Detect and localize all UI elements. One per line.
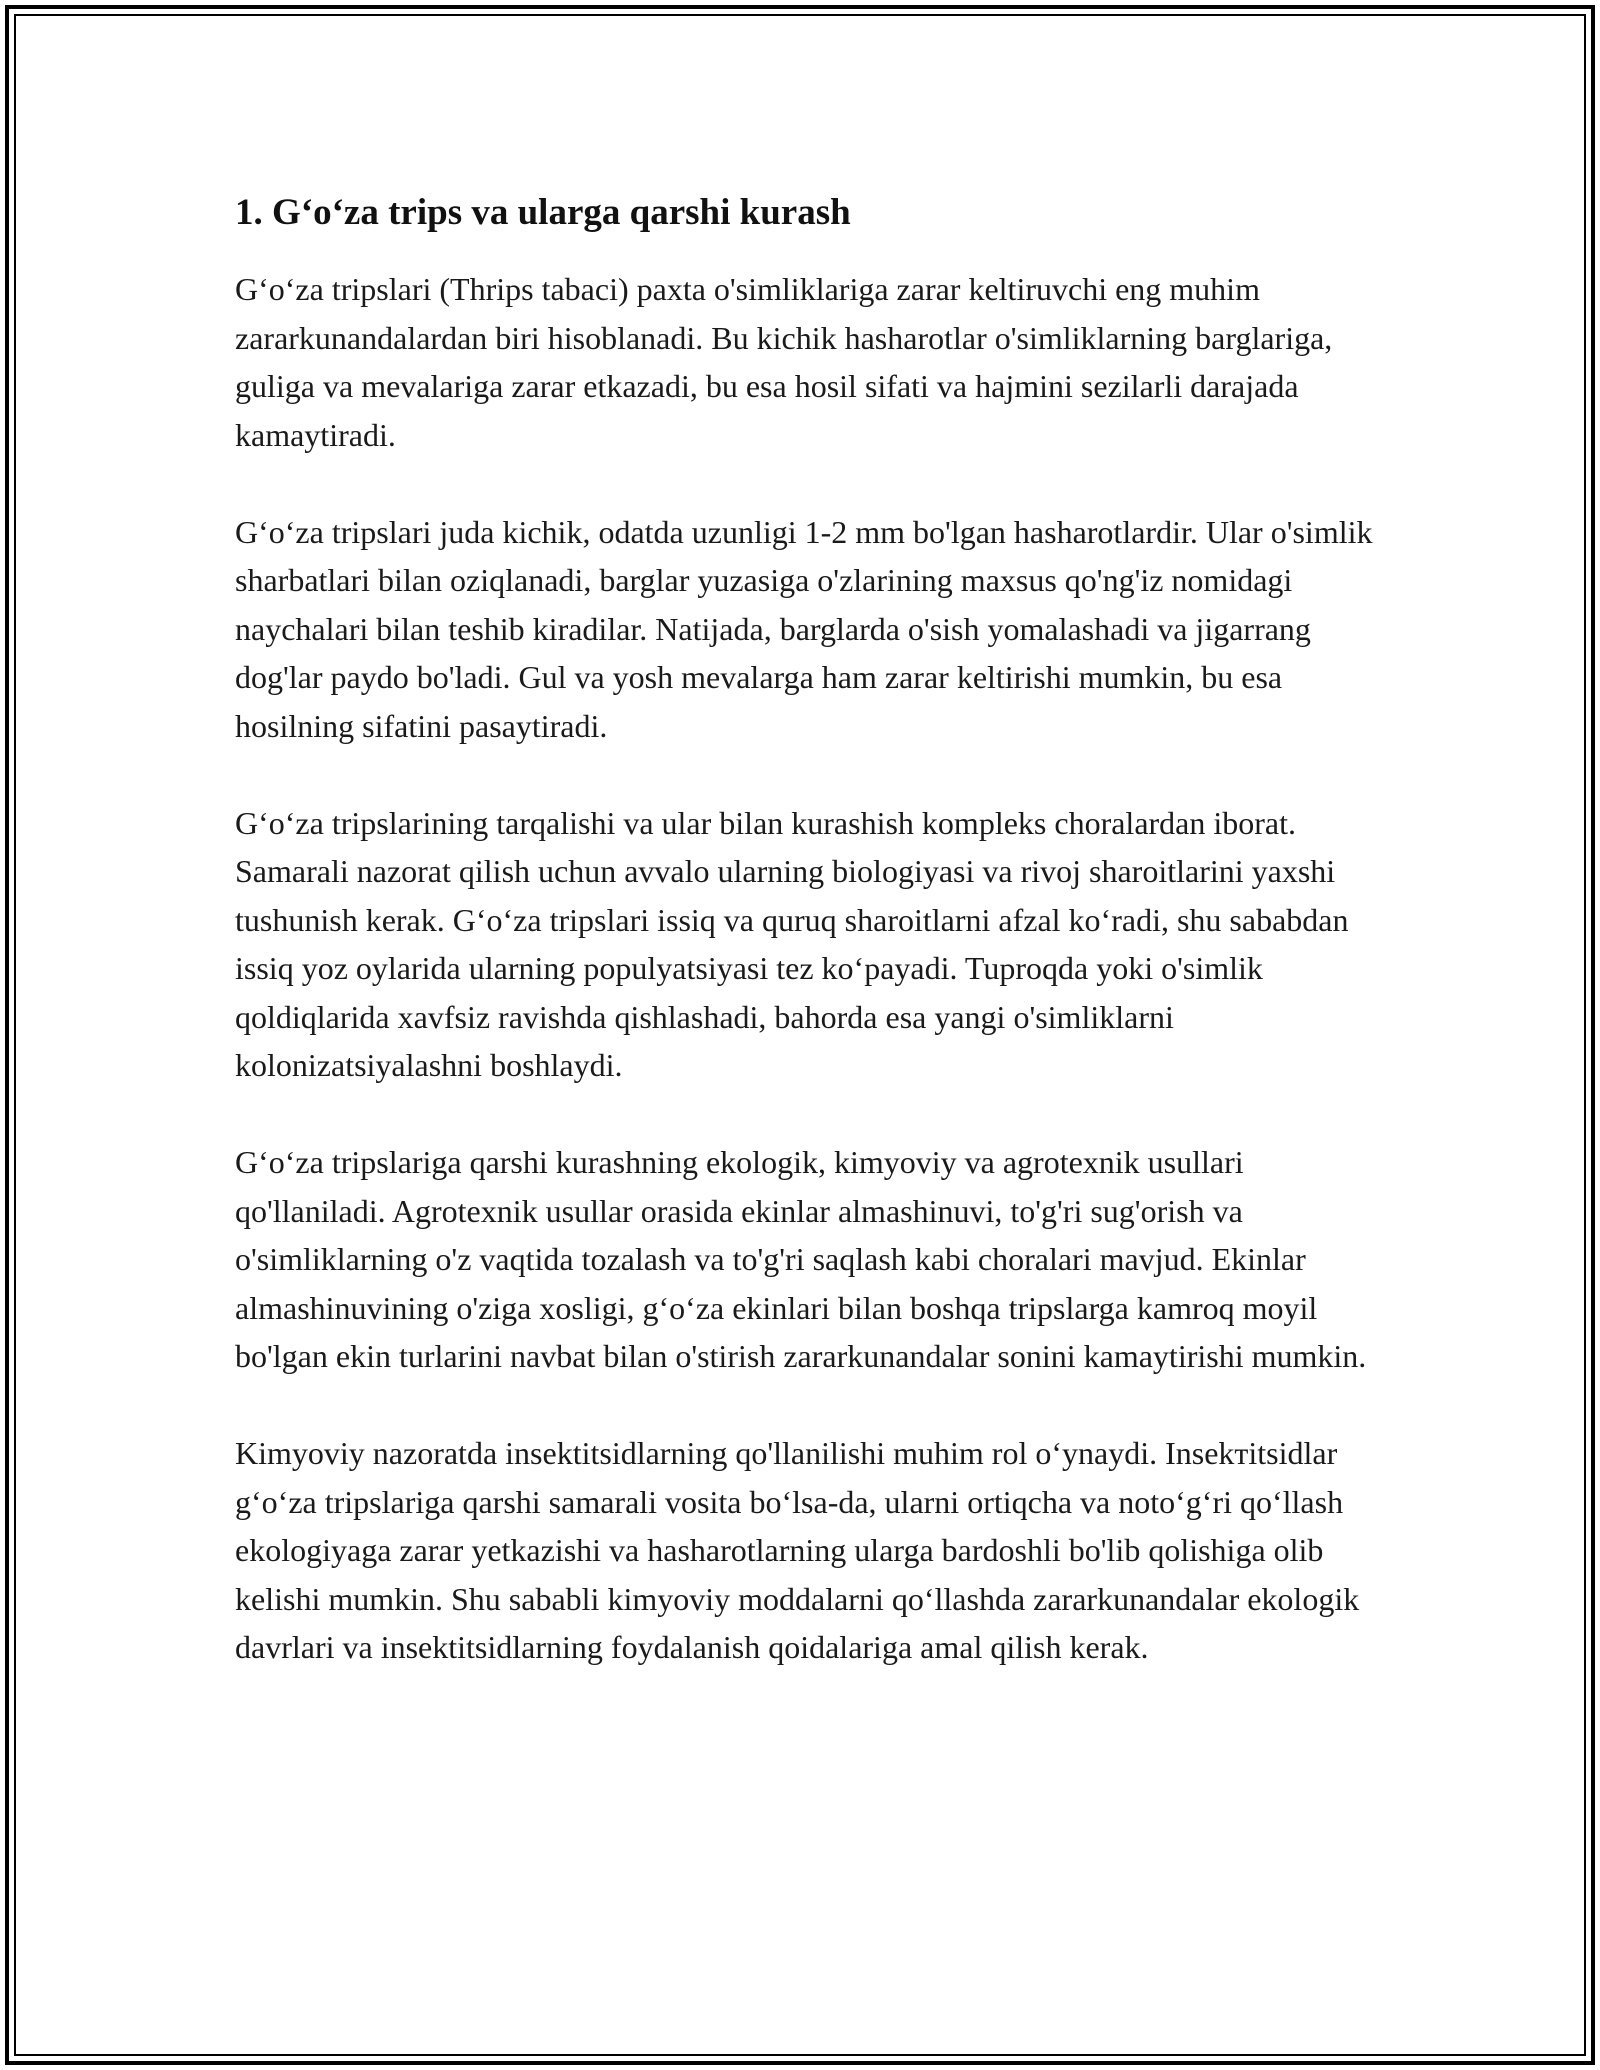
paragraph-2: G‘o‘za tripslari juda kichik, odatda uzunligi 1-2 mm bo'lgan hasharotlardir. Ular o'simlik sharbatlari bilan oziqlanadi, barglar yuzasiga o'zlarining maxsus qo'ng'iz nomidagi naychalari bilan teshib kiradilar. Natijada, barglarda o'sish yomalashadi va jigarrang dog'lar paydo bo'ladi. Gul va yosh mevalarga ham zarar keltirishi mumkin, bu esa hosilning sifatini pasaytiradi. — [235, 513, 1373, 744]
section-heading: 1. G‘o‘za trips va ularga qarshi kurash — [235, 192, 851, 233]
document-body — [235, 185, 1375, 1720]
paragraph-4: G‘o‘za tripslariga qarshi kurashning ekologik, kimyoviy va agrotexnik usullari qo'llaniladi. Agrotexnik usullar orasida ekinlar almashinuvi, to'g'ri sug'orish va o'simliklarning o'z vaqtida tozalash va to'g'ri saqlash kabi choralari mavjud. Ekinlar almashinuvining o'ziga xosligi, g‘o‘za ekinlari bilan boshqa tripslarga kamroq moyil bo'lgan ekin turlarini navbat bilan o'stirish zararkunandalar sonini kamaytirishi mumkin. — [235, 1144, 1367, 1374]
paragraph-1: G‘o‘za tripslari (Thrips tabaci) paxta o'simliklariga zarar keltiruvchi eng muhim zararkunandalardan biri hisoblanadi. Bu kichik hasharotlar o'simliklarning barglariga, guliga va mevalariga zarar etkazadi, bu esa hosil sifati va hajmini sezilarli darajada kamaytiradi. — [235, 271, 1333, 453]
paragraph-3: G‘o‘za tripslarining tarqalishi va ular bilan kurashish kompleks choralardan iborat. Samarali nazorat qilish uchun avvalo ularning biologiyasi va rivoj sharoitlarini yaxshi tushunish kerak. G‘o‘za tripslari issiq va quruq sharoitlarni afzal ko‘radi, shu sababdan issiq yoz oylarida ularning populyatsiyasi tez ko‘payadi. Tuproqda yoki o'simlik qoldiqlarida xavfsiz ravishda qishlashadi, bahorda esa yangi o'simliklarni kolonizatsiyalashni boshlaydi. — [235, 804, 1349, 1083]
paragraph-5: Kimyoviy nazoratda insektitsidlarning qo'llanilishi muhim rol o‘ynaydi. Insekтitsidlar g‘o‘za tripslariga qarshi samarali vosita bo‘lsa-da, ularni ortiqcha va noto‘g‘ri qo‘llash ekologiyaga zarar yetkazishi va hasharotlarning ularga bardoshli bo'lib qolishiga olib kelishi mumkin. Shu sababli kimyoviy moddalarni qo‘llashda zararkunandalar ekologik davrlari va insektitsidlarning foydalanish qoidalariga amal qilish kerak. — [235, 1435, 1360, 1665]
